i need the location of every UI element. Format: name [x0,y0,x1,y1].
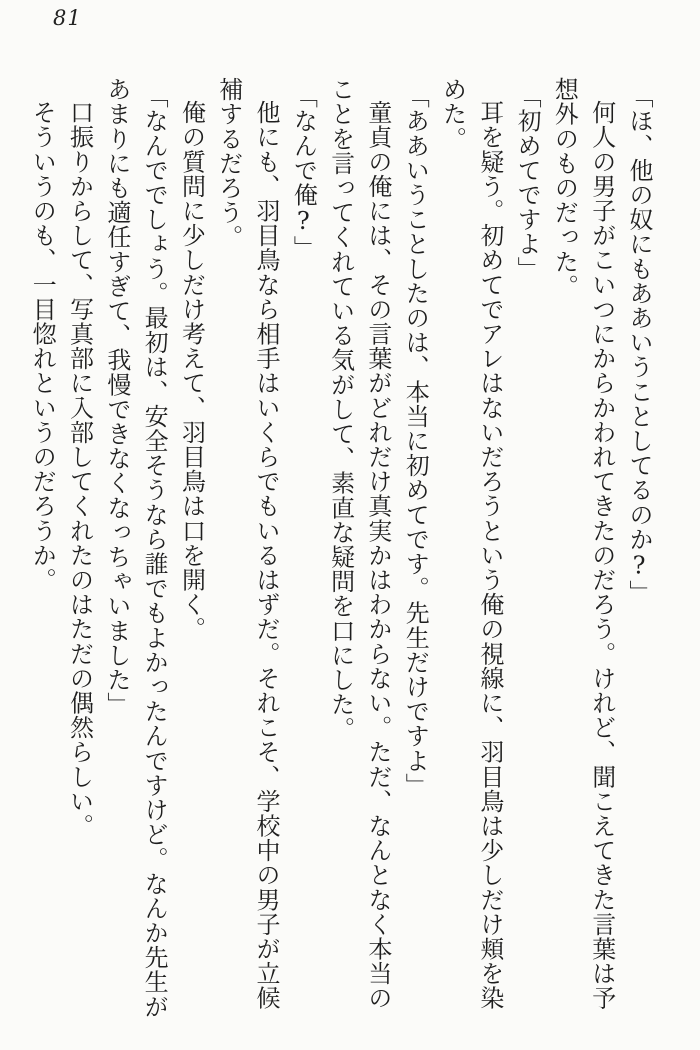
text-body [23,77,657,1019]
text-column: 口振りからして、写真部に入部してくれたのはただの偶然らしい。 [65,100,94,838]
text-column: あまりにも適任すぎて、我慢できなくなっちゃいました」 [102,77,131,717]
text-column: 童貞の俺には、その言葉がどれだけ真実かはわからない。ただ、なんとなく本当の [363,100,392,1011]
text-column: 「初めてですよ」 [513,84,542,281]
text-column: ことを言ってくれている気がして、素直な疑問を口にした。 [326,77,355,742]
text-column: めた。 [438,77,467,151]
text-column: 補するだろう。 [214,77,243,250]
text-column: 俺の質問に少しだけ考えて、羽目鳥は口を開く。 [177,100,206,642]
text-column: 他にも、羽目鳥なら相手はいくらでもいるはずだ。それこそ、学校中の男子が立候 [252,100,281,1011]
text-column: 「なんで俺?」 [289,84,318,261]
text-column: そういうのも、一目惚れというのだろうか。 [28,100,57,592]
text-column: 想外のものだった。 [550,77,579,299]
text-column: 何人の男子がこいつにからかわれてきたのだろう。けれど、聞こえてきた言葉は予 [587,100,616,1011]
text-column: 「ああいうことしたのは、本当に初めてです。先生だけですよ」 [401,84,430,798]
text-column: 耳を疑う。初めてでアレはないだろうという俺の視線に、羽目鳥は少しだけ頬を染 [475,100,504,1011]
text-column: 「なんででしょう。最初は、安全そうなら誰でもよかったんですけど。なんか先生が [140,84,169,1019]
page-number: 81 [53,6,82,30]
text-column: 「ほ、他の奴にもああいうことしてるのか?」 [625,84,653,605]
